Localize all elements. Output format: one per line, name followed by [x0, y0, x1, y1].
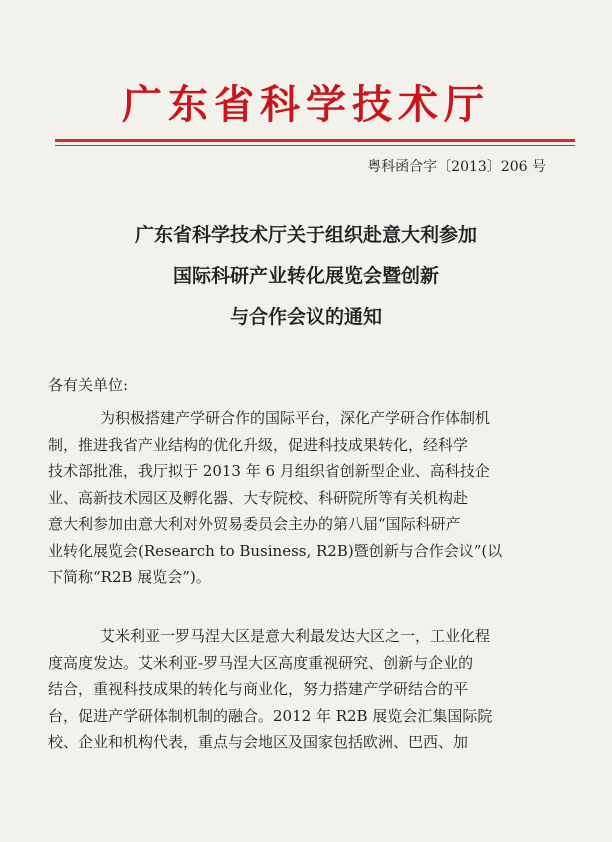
document-title-line-2: 国际科研产业转化展览会暨创新: [172, 265, 439, 287]
document-title-line-3: 与合作会议的通知: [229, 306, 382, 328]
paragraph-line: 业转化展览会(Research to Business, R2B)暨创新与合作会议”(以: [48, 541, 503, 560]
document-title-line-1: 广东省科学技术厅关于组织赴意大利参加: [134, 224, 477, 246]
salutation: 各有关单位:: [48, 376, 129, 394]
paragraph-line: 下简称“R2B 展览会”)。: [48, 568, 211, 586]
document-number: 粤科函合字〔2013〕206 号: [367, 159, 546, 175]
body-paragraph-2: [48, 623, 556, 756]
paragraph-line: 业、高新技术园区及孵化器、大专院校、科研院所等有关机构赴: [48, 488, 469, 507]
header-rule-thin: [55, 145, 575, 146]
body-paragraph-1: [48, 405, 556, 591]
paragraph-line: 结合，重视科技成果的转化与商业化，努力搭建产学研结合的平: [48, 680, 469, 698]
paragraph-line: 校、企业和机构代表，重点与会地区及国家包括欧洲、巴西、加: [48, 733, 469, 751]
paragraph-line: 台，促进产学研体制机制的融合。2012 年 R2B 展览会汇集国际院: [48, 706, 493, 725]
paragraph-line: 意大利参加由意大利对外贸易委员会主办的第八届“国际科研产: [48, 515, 461, 533]
paragraph-line: 度高度发达。艾米利亚-罗马涅大区高度重视研究、创新与企业的: [48, 653, 474, 672]
organization-header: 广东省科学技术厅: [122, 81, 490, 128]
paragraph-line: 技术部批准，我厅拟于 2013 年 6 月组织省创新型企业、高科技企: [48, 462, 490, 480]
header-rule-thick: [55, 139, 575, 142]
paragraph-line: 为积极搭建产学研合作的国际平台，深化产学研合作体制机: [100, 409, 491, 427]
paragraph-line: 艾米利亚一罗马涅大区是意大利最发达大区之一，工业化程: [100, 627, 491, 645]
paragraph-line: 制，推进我省产业结构的优化升级，促进科技成果转化，经科学: [48, 435, 469, 454]
